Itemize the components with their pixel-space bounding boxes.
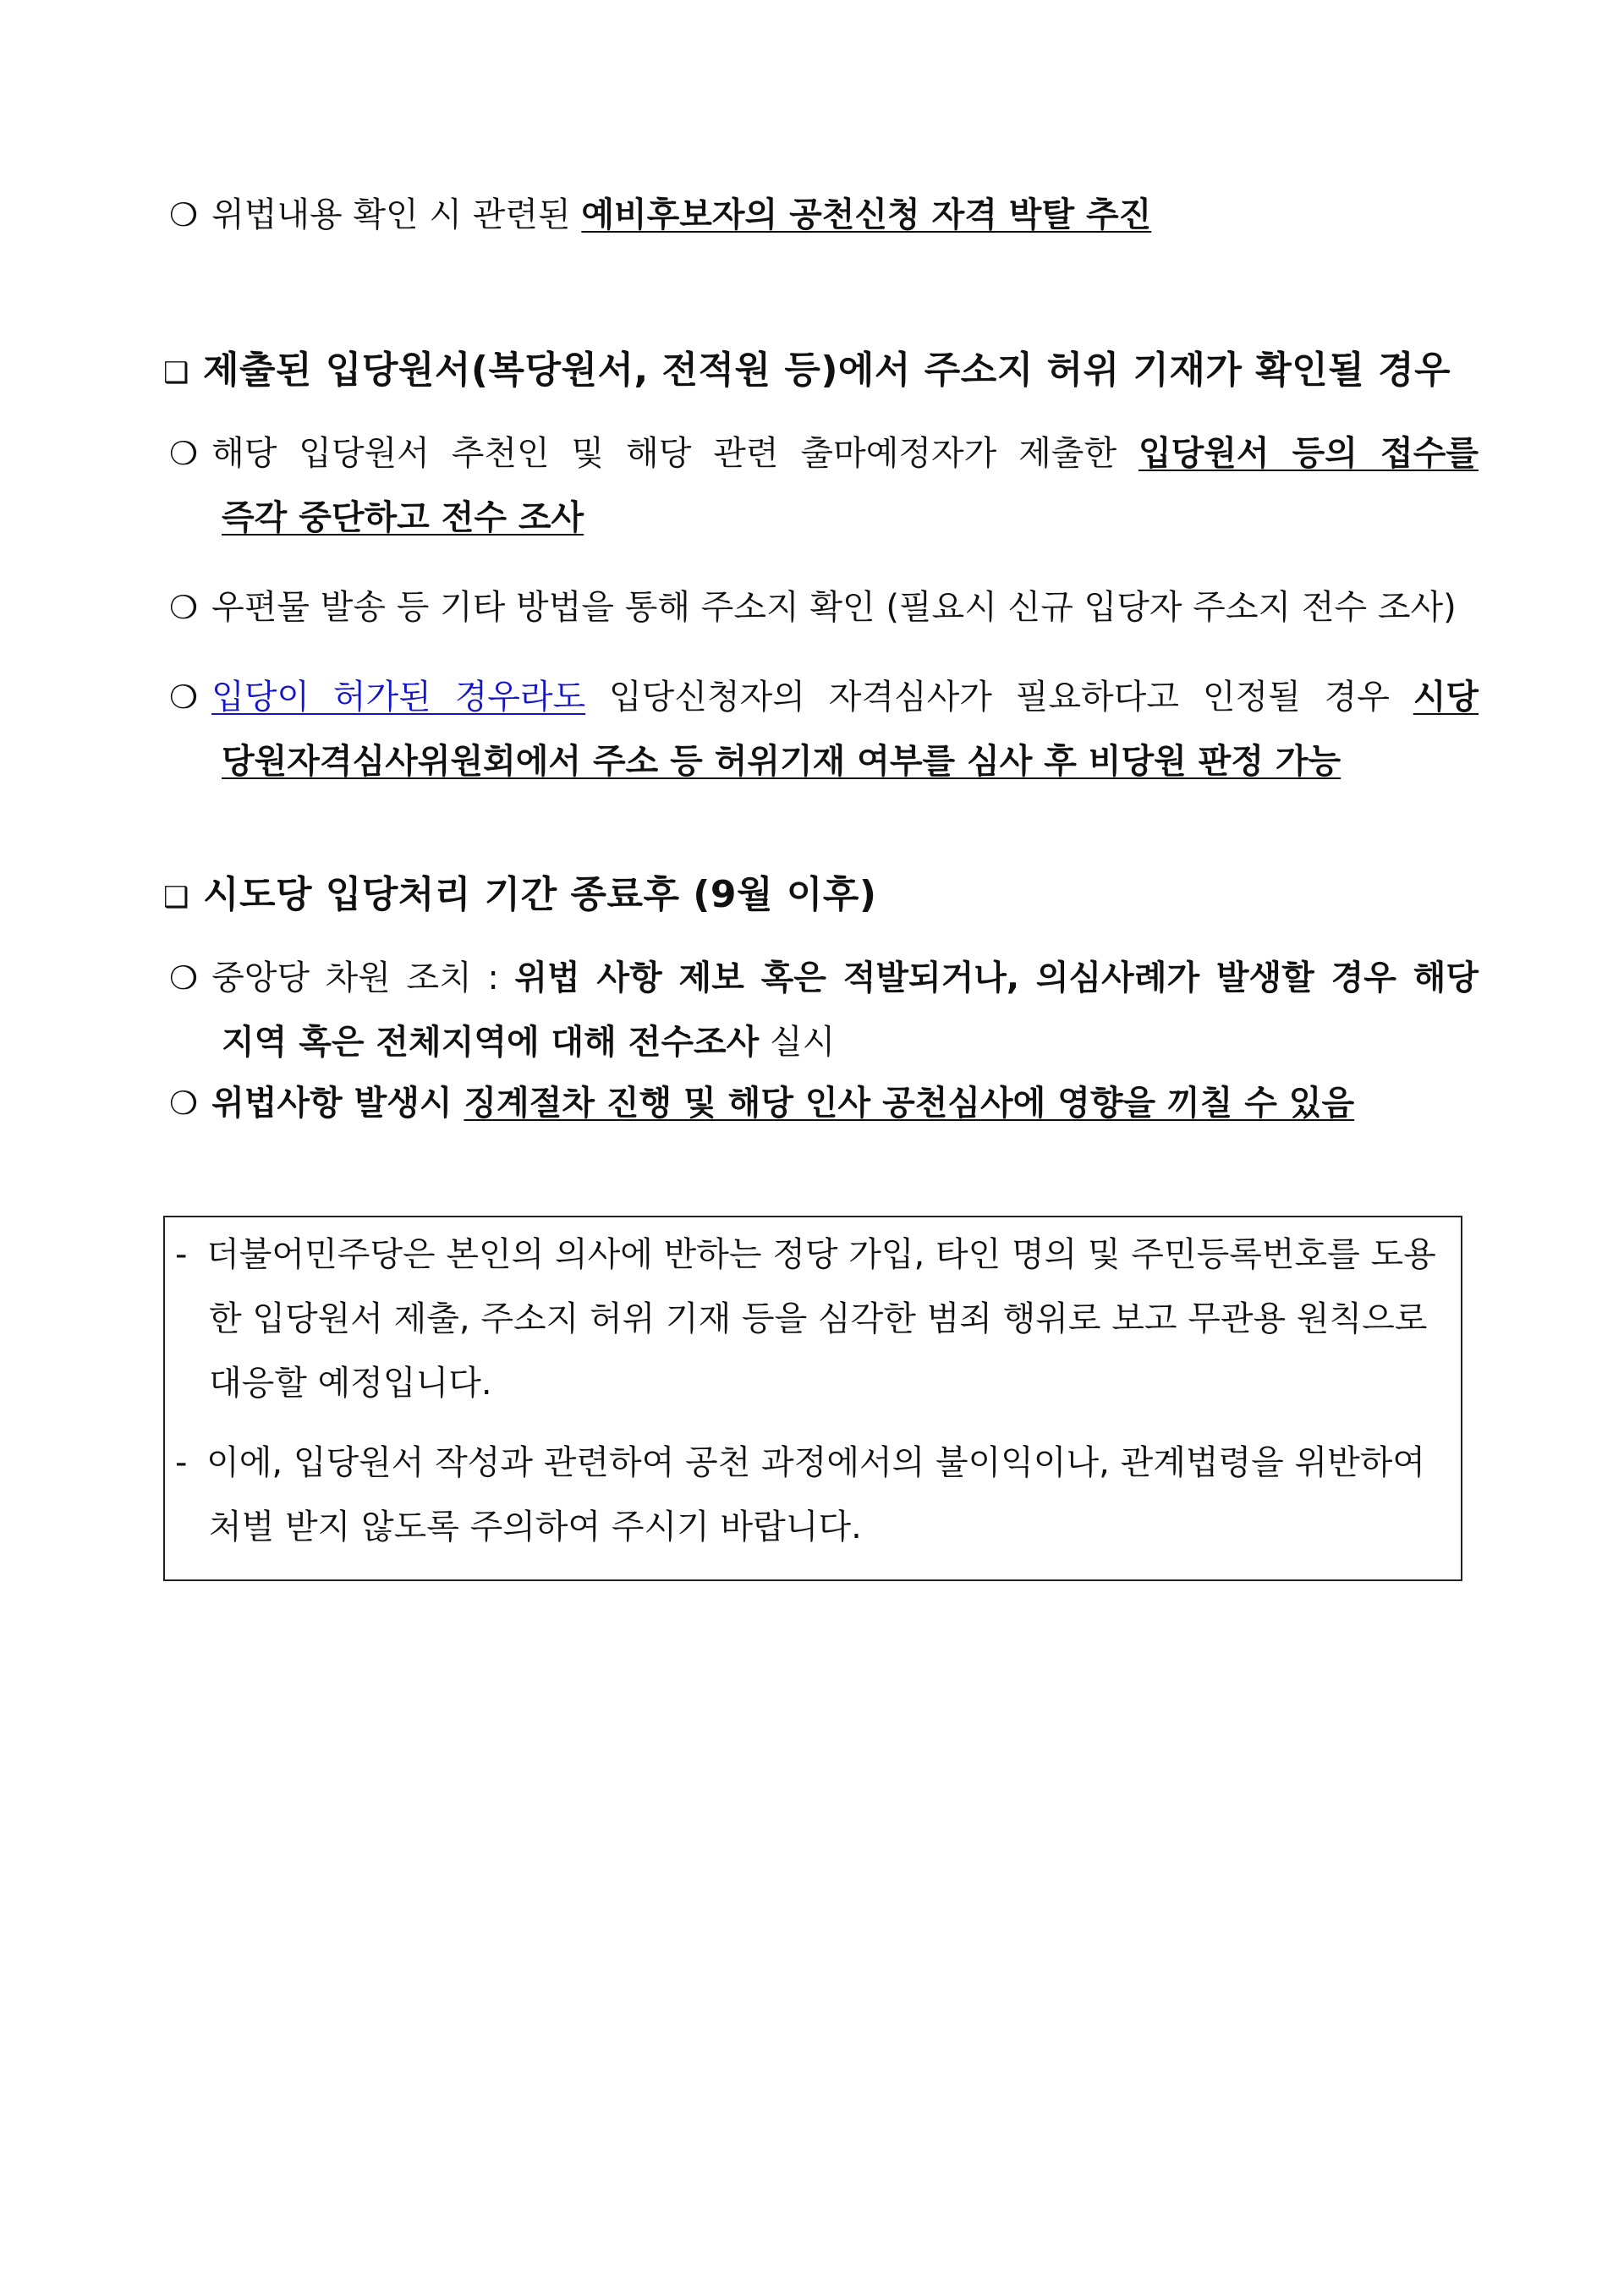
section-heading-text: 제출된 입당원서(복당원서, 전적원 등)에서 주소지 허위 기재가 확인될 경우 [202, 349, 1451, 392]
bullet-emphasis: 즉각 중단하고 전수 조사 [222, 498, 584, 537]
bullet-member-review-cont [222, 738, 1341, 785]
section-heading-text: 시도당 입당처리 기간 종료후 (9월 이후) [202, 873, 877, 916]
bullet-suspend-intake-cont [222, 494, 584, 541]
notice-item-cont [209, 1503, 862, 1551]
bullet-blue-emphasis: 입당이 허가된 경우라도 [211, 678, 586, 717]
notice-text: 한 입당원서 제출, 주소지 허위 기재 등을 심각한 범죄 행위로 보고 무관용 원칙으로 [209, 1299, 1428, 1338]
notice-box [163, 1216, 1462, 1581]
bullet-member-review [169, 673, 1479, 721]
circle-bullet-icon: ❍ [169, 959, 199, 997]
notice-text: 대응할 예정입니다. [209, 1364, 492, 1403]
notice-text: 처벌 받지 않도록 주의하여 주시기 바랍니다. [209, 1508, 862, 1546]
bullet-disciplinary [169, 1079, 1354, 1127]
notice-item-cont [209, 1295, 1427, 1343]
bullet-emphasis: 당원자격심사위원회에서 주소 등 허위기재 여부를 심사 후 비당원 판정 가능 [222, 742, 1341, 781]
square-bullet-icon: ❑ [163, 881, 189, 915]
notice-item-cont [209, 1359, 492, 1407]
notice-item [175, 1231, 1436, 1278]
bullet-bold-text: 지역 혹은 전체지역에 대해 전수조사 [222, 1023, 760, 1062]
bullet-bold-text: 위법 사항 제보 혹은 적발되거나, 의심사례가 발생할 경우 해당 [514, 958, 1479, 997]
bullet-bold-text: 위법사항 발생시 [211, 1084, 464, 1123]
bullet-central-measure [169, 954, 1479, 1002]
notice-item [175, 1439, 1425, 1486]
section-heading-after-period [163, 871, 876, 921]
bullet-text: 실시 [759, 1023, 836, 1062]
paragraph-emphasis: 예비후보자의 공천신청 자격 박탈 추진 [581, 195, 1152, 234]
square-bullet-icon: ❑ [163, 356, 189, 390]
notice-text: 이에, 입당원서 작성과 관련하여 공천 과정에서의 불이익이나, 관계법령을 위반하여 [206, 1443, 1426, 1482]
bullet-emphasis: 입당원서 등의 접수를 [1138, 434, 1479, 473]
dash-marker: - [175, 1443, 188, 1482]
circle-bullet-icon: ❍ [169, 1085, 199, 1122]
dash-marker: - [175, 1235, 188, 1274]
bullet-emphasis: 시당 [1413, 678, 1479, 717]
bullet-text: 우편물 발송 등 기타 방법을 통해 주소지 확인 (필요시 신규 입당자 주소지 전수 조사) [211, 588, 1457, 627]
circle-bullet-icon: ❍ [169, 589, 199, 626]
circle-bullet-icon: ❍ [169, 196, 199, 233]
bullet-text: 입당신청자의 자격심사가 필요하다고 인정될 경우 [585, 678, 1413, 717]
bullet-central-measure-cont [222, 1019, 835, 1066]
circle-bullet-icon: ❍ [169, 435, 199, 472]
bullet-text: 중앙당 차원 조치 : [211, 958, 515, 997]
bullet-suspend-intake [169, 430, 1479, 477]
notice-text: 더불어민주당은 본인의 의사에 반하는 정당 가입, 타인 명의 및 주민등록번호를 도용 [206, 1235, 1436, 1274]
circle-bullet-icon: ❍ [169, 678, 199, 716]
bullet-text: 해당 입당원서 추천인 및 해당 관련 출마예정자가 제출한 [211, 434, 1138, 473]
bullet-address-check [169, 584, 1457, 631]
bullet-emphasis: 징계절차 진행 및 해당 인사 공천심사에 영향을 끼칠 수 있음 [464, 1084, 1355, 1123]
paragraph-disqualification [169, 191, 1151, 239]
paragraph-text: 위법내용 확인 시 관련된 [211, 195, 582, 234]
section-heading-false-address [163, 347, 1451, 397]
